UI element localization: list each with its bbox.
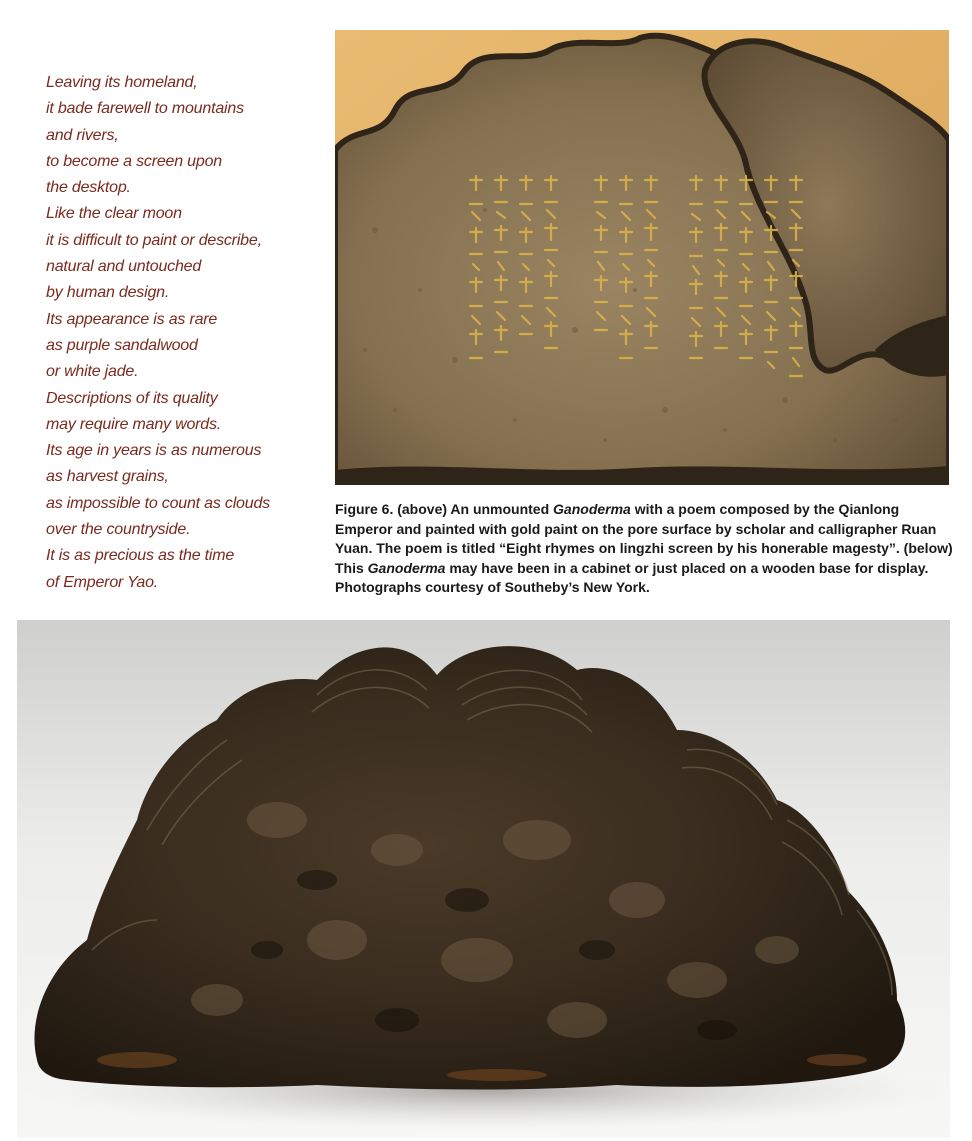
poem-line: Its age in years is as numerous bbox=[46, 442, 262, 460]
ganoderma-specimen-image bbox=[17, 620, 950, 1138]
poem-line: natural and untouched bbox=[46, 258, 202, 276]
poem-line: Leaving its homeland, bbox=[46, 74, 198, 91]
caption-text: with a poem composed by the Qianlong Emperor and painted with gold paint on the pore surface by scholar and calligrapher Ruan Yuan. The poem is titled “Eight rhymes on lingzhi screen by his honerable magesty”. (below) This bbox=[335, 501, 953, 576]
poem-line: as purple sandalwood bbox=[46, 336, 198, 354]
poem-line: to become a screen upon bbox=[46, 152, 222, 170]
poem-line: by human design. bbox=[46, 284, 170, 302]
photo-ganoderma-specimen bbox=[17, 620, 950, 1138]
poem-line: over the countryside. bbox=[46, 521, 191, 539]
poem-line: It is as precious as the time bbox=[46, 547, 235, 565]
poem-line: the desktop. bbox=[46, 179, 131, 197]
figure-caption bbox=[335, 500, 960, 598]
poem-line: Descriptions of its quality bbox=[46, 389, 218, 407]
poem-line: as impossible to count as clouds bbox=[46, 494, 270, 512]
poem bbox=[46, 70, 316, 596]
poem-line: it is difficult to paint or describe, bbox=[46, 231, 262, 249]
caption-text: may have been in a cabinet or just placed on a wooden base for display. Photographs courtesy of Southeby’s New York. bbox=[335, 559, 929, 596]
poem-line: Like the clear moon bbox=[46, 205, 182, 223]
poem-line: may require many words. bbox=[46, 415, 222, 433]
poem-line: or white jade. bbox=[46, 363, 139, 381]
poem-line: Its appearance is as rare bbox=[46, 310, 218, 328]
poem-line: as harvest grains, bbox=[46, 468, 169, 486]
poem-line: it bade farewell to mountains bbox=[46, 100, 244, 118]
caption-genus-name: Ganoderma bbox=[553, 501, 631, 517]
caption-genus-name: Ganoderma bbox=[367, 559, 446, 576]
poem-line: and rivers, bbox=[46, 126, 119, 144]
caption-text: Figure 6. (above) An unmounted bbox=[335, 501, 554, 517]
ganoderma-calligraphy-image bbox=[335, 30, 949, 485]
photo-ganoderma-calligraphy bbox=[335, 30, 949, 485]
poem-line: of Emperor Yao. bbox=[46, 573, 159, 591]
